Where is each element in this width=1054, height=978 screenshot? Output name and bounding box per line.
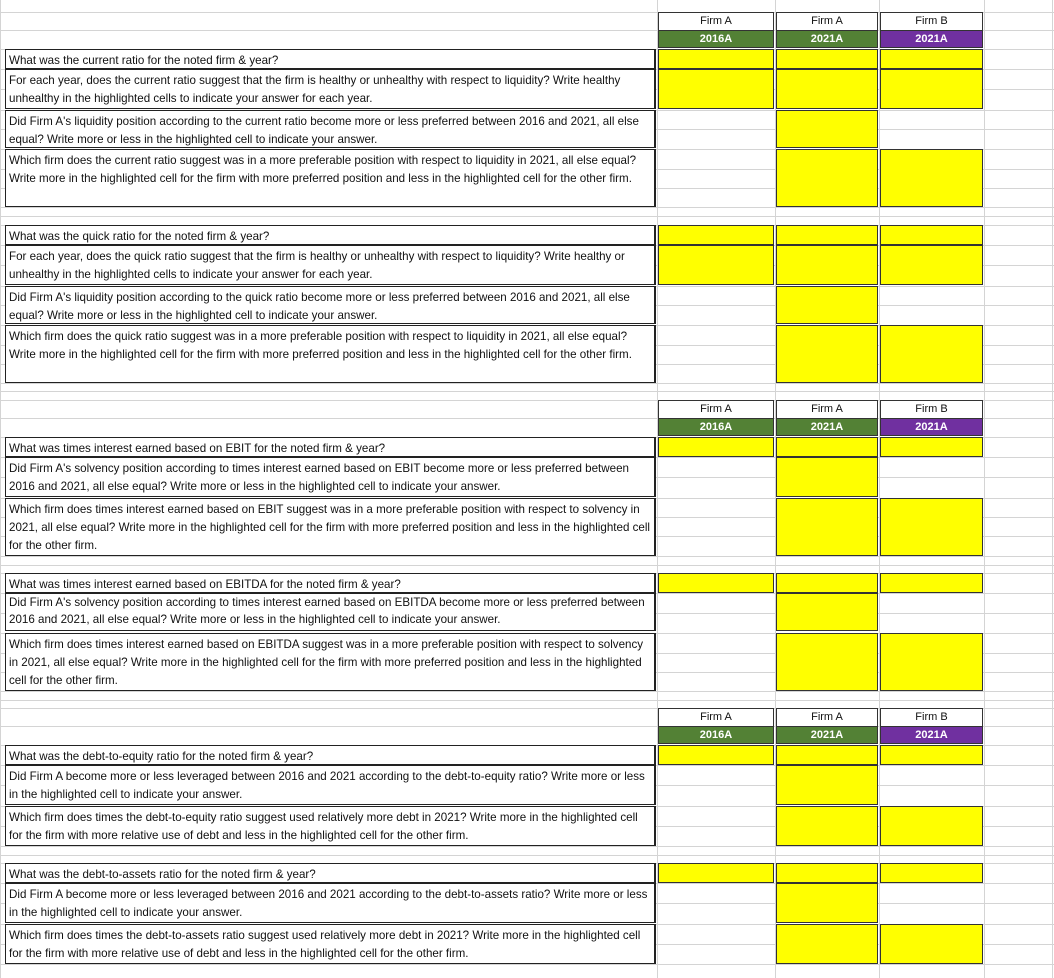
answer-cell[interactable] (880, 806, 983, 846)
header-firm-a-2021: Firm A (776, 12, 878, 30)
header-firm-a-2016: Firm A (658, 12, 774, 30)
answer-cell[interactable] (880, 49, 983, 69)
grid-column-line (984, 0, 985, 978)
answer-cell[interactable] (880, 225, 983, 245)
answer-cell[interactable] (880, 745, 983, 765)
grid-row-line (0, 216, 1054, 217)
question-current-ratio: What was the current ratio for the noted firm & year? (5, 49, 656, 69)
answer-cell[interactable] (776, 498, 878, 556)
question-tie-ebit-change: Did Firm A's solvency position according to times interest earned based on EBIT become more or less preferred between 2016 and 2021, all else equal? Write more or less in the highlighted cell to indicate your answer. (5, 457, 656, 497)
header-year-2016: 2016A (658, 418, 774, 436)
answer-cell[interactable] (776, 69, 878, 109)
grid-row-line (0, 700, 1054, 701)
answer-cell[interactable] (776, 924, 878, 964)
question-quick-ratio-change: Did Firm A's liquidity position according to the quick ratio become more or less preferred between 2016 and 2021, all else equal? Write more or less in the highlighted cell to indicate your answer. (5, 286, 656, 324)
question-current-ratio-health: For each year, does the current ratio suggest that the firm is healthy or unhealthy with respect to liquidity? Write healthy unhealthy in the highlighted cells to indicate your answer for each year. (5, 69, 656, 109)
question-tie-ebitda-change: Did Firm A's solvency position according to times interest earned based on EBITDA become more or less preferred between 2016 and 2021, all else equal? Write more or less in the highlighted cell to indicate your answer. (5, 593, 656, 631)
grid-column-line (0, 0, 1, 978)
question-debt-to-assets-compare: Which firm does times the debt-to-assets ratio suggest used relatively more debt in 2021? Write more in the highlighted cell for the firm with more relative use of debt and less in the highlighted cell for the other firm. (5, 924, 656, 964)
question-current-ratio-compare: Which firm does the current ratio suggest was in a more preferable position with respect to liquidity in 2021, all else equal? Write more in the highlighted cell for the firm with more preferred position and less in the highlighted cell for the other firm. (5, 149, 656, 207)
grid-row-line (0, 855, 1054, 856)
grid-row-line (0, 391, 1054, 392)
header-year-2016: 2016A (658, 30, 774, 48)
answer-cell[interactable] (658, 225, 774, 245)
answer-cell[interactable] (776, 325, 878, 383)
answer-cell[interactable] (776, 245, 878, 285)
answer-cell[interactable] (880, 924, 983, 964)
answer-cell[interactable] (880, 149, 983, 207)
header-year-2021-a: 2021A (776, 726, 878, 744)
answer-cell[interactable] (880, 245, 983, 285)
grid-row-line (0, 556, 1054, 557)
answer-cell[interactable] (880, 437, 983, 457)
question-debt-to-assets: What was the debt-to-assets ratio for the noted firm & year? (5, 863, 656, 883)
question-quick-ratio-compare: Which firm does the quick ratio suggest was in a more preferable position with respect to liquidity in 2021, all else equal? Write more in the highlighted cell for the firm with more preferred position and less in the highlighted cell for the other firm. (5, 325, 656, 383)
answer-cell[interactable] (776, 573, 878, 593)
answer-cell[interactable] (776, 457, 878, 497)
header-firm-a-2021: Firm A (776, 400, 878, 418)
header-year-2021-a: 2021A (776, 418, 878, 436)
answer-cell[interactable] (776, 149, 878, 207)
question-debt-to-equity: What was the debt-to-equity ratio for the noted firm & year? (5, 745, 656, 765)
question-tie-ebit-compare: Which firm does times interest earned based on EBIT suggest was in a more preferable position with respect to solvency in 2021, all else equal? Write more in the highlighted cell for the firm with more preferred position and less in the highlighted cell for the other firm. (5, 498, 656, 556)
grid-row-line (0, 207, 1054, 208)
answer-cell[interactable] (776, 883, 878, 923)
header-firm-b-2021: Firm B (880, 708, 983, 726)
question-tie-ebit: What was times interest earned based on EBIT for the noted firm & year? (5, 437, 656, 457)
answer-cell[interactable] (776, 633, 878, 691)
answer-cell[interactable] (880, 863, 983, 883)
header-year-2016: 2016A (658, 726, 774, 744)
question-current-ratio-change: Did Firm A's liquidity position according to the current ratio become more or less preferred between 2016 and 2021, all else equal? Write more or less in the highlighted cell to indicate your answer. (5, 110, 656, 148)
answer-cell[interactable] (880, 573, 983, 593)
answer-cell[interactable] (658, 69, 774, 109)
header-year-2021-a: 2021A (776, 30, 878, 48)
grid-row-line (0, 565, 1054, 566)
answer-cell[interactable] (658, 245, 774, 285)
question-debt-to-assets-change: Did Firm A become more or less leveraged between 2016 and 2021 according to the debt-to-assets ratio? Write more or less in the highlighted cell to indicate your answer. (5, 883, 656, 923)
answer-cell[interactable] (880, 69, 983, 109)
answer-cell[interactable] (776, 437, 878, 457)
answer-cell[interactable] (776, 593, 878, 631)
answer-cell[interactable] (776, 225, 878, 245)
header-firm-a-2021: Firm A (776, 708, 878, 726)
grid-row-line (0, 964, 1054, 965)
answer-cell[interactable] (776, 765, 878, 805)
question-tie-ebitda: What was times interest earned based on EBITDA for the noted firm & year? (5, 573, 656, 593)
header-firm-b-2021: Firm B (880, 12, 983, 30)
grid-column-line (1052, 0, 1053, 978)
grid-row-line (0, 846, 1054, 847)
answer-cell[interactable] (776, 286, 878, 324)
question-debt-to-equity-change: Did Firm A become more or less leveraged between 2016 and 2021 according to the debt-to-equity ratio? Write more or less in the highlighted cell to indicate your answer. (5, 765, 656, 805)
header-firm-b-2021: Firm B (880, 400, 983, 418)
header-year-2021-b: 2021A (880, 726, 983, 744)
header-firm-a-2016: Firm A (658, 708, 774, 726)
question-quick-ratio: What was the quick ratio for the noted firm & year? (5, 225, 656, 245)
answer-cell[interactable] (776, 110, 878, 148)
answer-cell[interactable] (776, 49, 878, 69)
question-debt-to-equity-compare: Which firm does times the debt-to-equity ratio suggest used relatively more debt in 2021? Write more in the highlighted cell for the firm with more relative use of debt and less in the highlighted cell for the other firm. (5, 806, 656, 846)
answer-cell[interactable] (776, 745, 878, 765)
answer-cell[interactable] (658, 573, 774, 593)
grid-row-line (0, 383, 1054, 384)
grid-row-line (0, 691, 1054, 692)
answer-cell[interactable] (658, 863, 774, 883)
answer-cell[interactable] (776, 806, 878, 846)
answer-cell[interactable] (658, 437, 774, 457)
answer-cell[interactable] (880, 633, 983, 691)
header-year-2021-b: 2021A (880, 418, 983, 436)
answer-cell[interactable] (658, 49, 774, 69)
answer-cell[interactable] (880, 498, 983, 556)
header-year-2021-b: 2021A (880, 30, 983, 48)
grid-column-line (657, 0, 658, 978)
header-firm-a-2016: Firm A (658, 400, 774, 418)
answer-cell[interactable] (880, 325, 983, 383)
answer-cell[interactable] (776, 863, 878, 883)
answer-cell[interactable] (658, 745, 774, 765)
question-quick-ratio-health: For each year, does the quick ratio suggest that the firm is healthy or unhealthy with respect to liquidity? Write healthy or unhealthy in the highlighted cells to indicate your answer for each year. (5, 245, 656, 285)
question-tie-ebitda-compare: Which firm does times interest earned based on EBITDA suggest was in a more preferable position with respect to solvency in 2021, all else equal? Write more in the highlighted cell for the firm with more preferred position and less in the highlighted cell for the other firm. (5, 633, 656, 691)
